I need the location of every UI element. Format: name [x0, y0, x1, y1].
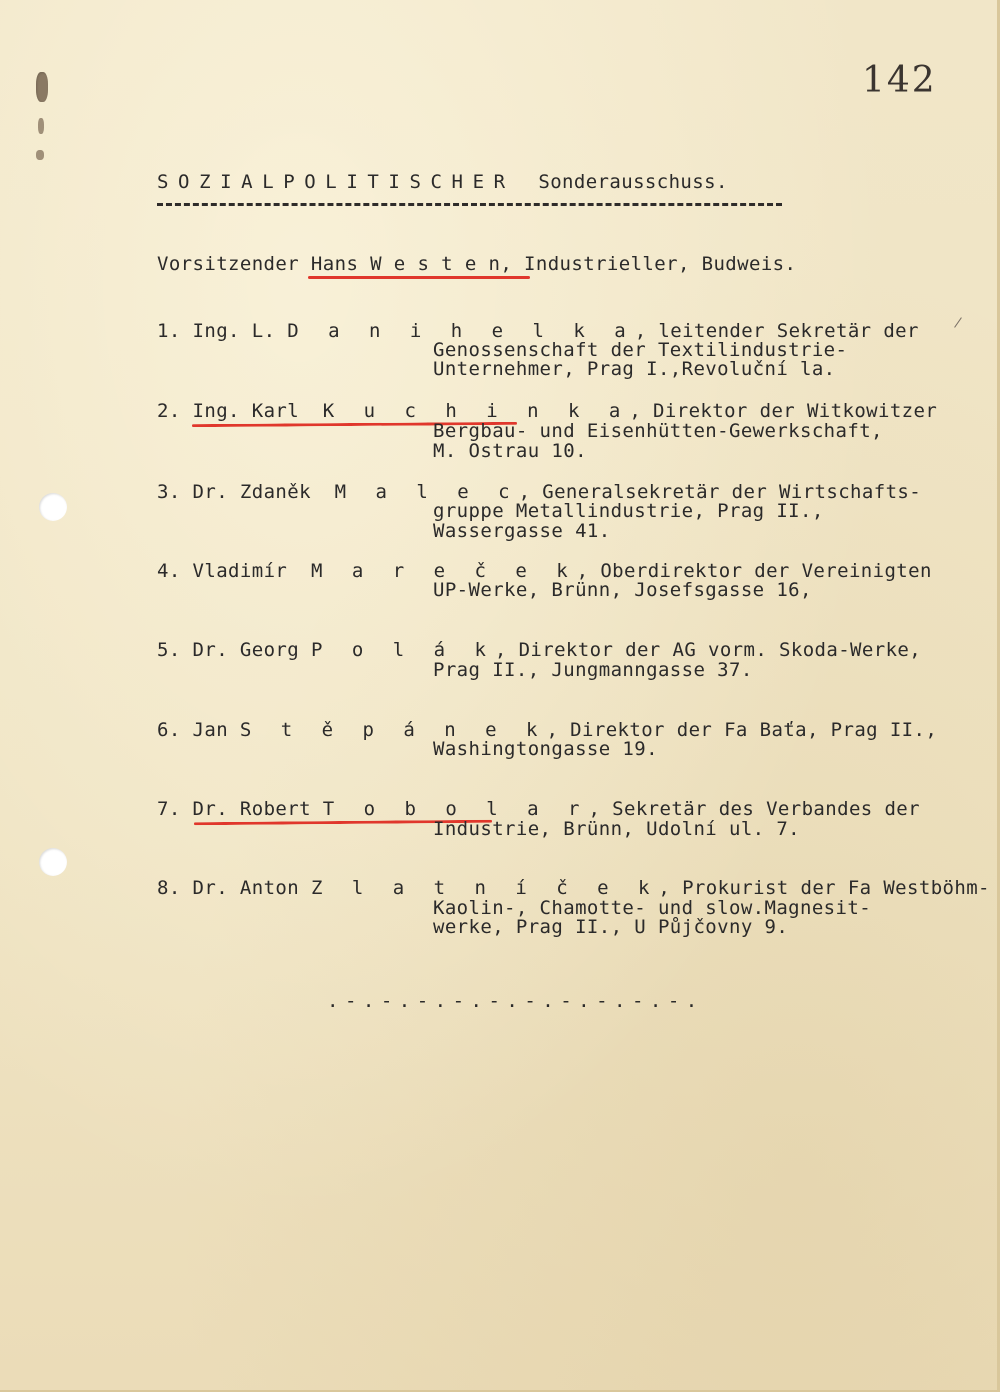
chairman-details: , Industrieller, Budweis. — [500, 253, 797, 275]
member-number: 8. — [157, 877, 181, 899]
member-number: 4. — [157, 560, 181, 582]
punch-hole-middle — [39, 493, 67, 521]
punch-hole-top — [36, 72, 48, 102]
red-underline-chairman — [308, 276, 530, 279]
member-surname: K u c h i n k a — [322, 400, 630, 422]
member-position: , leitender Sekretär der — [634, 320, 919, 342]
title-committee-type: Sonderausschuss. — [538, 171, 728, 193]
member-entry — [157, 402, 937, 421]
member-address-line: Genossenschaft der Textilindustrie- — [433, 339, 848, 361]
member-position: , Direktor der AG vorm. Skoda-Werke, — [494, 639, 922, 661]
member-name-prefix: Dr. Anton — [192, 877, 300, 899]
member-address-line: werke, Prag II., U Půjčovny 9. — [433, 916, 789, 938]
chairman-label: Vorsitzender — [157, 253, 300, 275]
title-underline — [157, 203, 782, 209]
margin-mark — [954, 317, 962, 327]
chairman-name: Hans W e s t e n — [310, 253, 501, 275]
member-address-line: gruppe Metallindustrie, Prag II., — [433, 500, 824, 522]
member-position: , Direktor der Witkowitzer — [629, 400, 938, 422]
page-number: 142 — [862, 60, 937, 101]
punch-hole-bottom — [39, 848, 67, 876]
member-position: , Direktor der Fa Baťa, Prag II., — [546, 719, 938, 741]
member-address-line: Unternehmer, Prag I.,Revoluční la. — [433, 358, 836, 380]
member-name-prefix: Jan — [192, 719, 229, 741]
member-address-line: Prag II., Jungmanngasse 37. — [433, 659, 753, 681]
member-entry — [157, 879, 990, 898]
member-address-line: Bergbau- und Eisenhütten-Gewerkschaft, — [433, 420, 883, 442]
member-address-line: UP-Werke, Brünn, Josefsgasse 16, — [433, 579, 812, 601]
member-name-prefix: Dr. Zdaněk — [192, 481, 311, 503]
member-entry — [157, 641, 921, 660]
member-surname: T o b o l a r — [322, 798, 589, 820]
member-position: , Oberdirektor der Vereinigten — [576, 560, 932, 582]
closing-mark: .-.-.-.-.-.-.-.-.-.-. — [327, 990, 704, 1012]
member-number: 2. — [157, 400, 181, 422]
member-name-prefix: Dr. Georg — [192, 639, 300, 661]
member-address-line: Wassergasse 41. — [433, 520, 611, 542]
member-entry — [157, 800, 920, 819]
chairman-line — [157, 255, 796, 274]
member-address-line: Industrie, Brünn, Udolní ul. 7. — [433, 818, 801, 840]
member-position: , Prokurist der Fa Westböhm- — [658, 877, 990, 899]
member-surname: D a n i h e l k a — [287, 320, 635, 342]
member-number: 6. — [157, 719, 181, 741]
member-surname: P o l á k — [310, 639, 495, 661]
member-position: , Sekretär des Verbandes der — [588, 798, 920, 820]
member-name-prefix: Vladimír — [192, 560, 288, 582]
member-surname: M a r e č e k — [310, 560, 577, 582]
member-surname: Z l a t n í č e k — [310, 877, 659, 899]
member-name-prefix: Ing. L. — [192, 320, 276, 342]
member-number: 7. — [157, 798, 181, 820]
member-address-line: M. Ostrau 10. — [433, 440, 587, 462]
member-name-prefix: Dr. Robert — [192, 798, 311, 820]
binder-mark — [36, 150, 44, 160]
member-name-prefix: Ing. Karl — [192, 400, 300, 422]
member-number: 5. — [157, 639, 181, 661]
member-number: 3. — [157, 481, 181, 503]
member-number: 1. — [157, 320, 181, 342]
member-position: , Generalsekretär der Wirtschafts- — [518, 481, 922, 503]
binder-mark — [38, 118, 44, 134]
document-title — [157, 173, 728, 192]
member-address-line: Washingtongasse 19. — [433, 738, 658, 760]
member-surname: S t ě p á n e k — [239, 719, 547, 741]
title-committee-name: SOZIALPOLITISCHER — [157, 171, 515, 193]
member-address-line: Kaolin-, Chamotte- und slow.Magnesit- — [433, 897, 872, 919]
member-surname: M a l e c — [334, 481, 519, 503]
